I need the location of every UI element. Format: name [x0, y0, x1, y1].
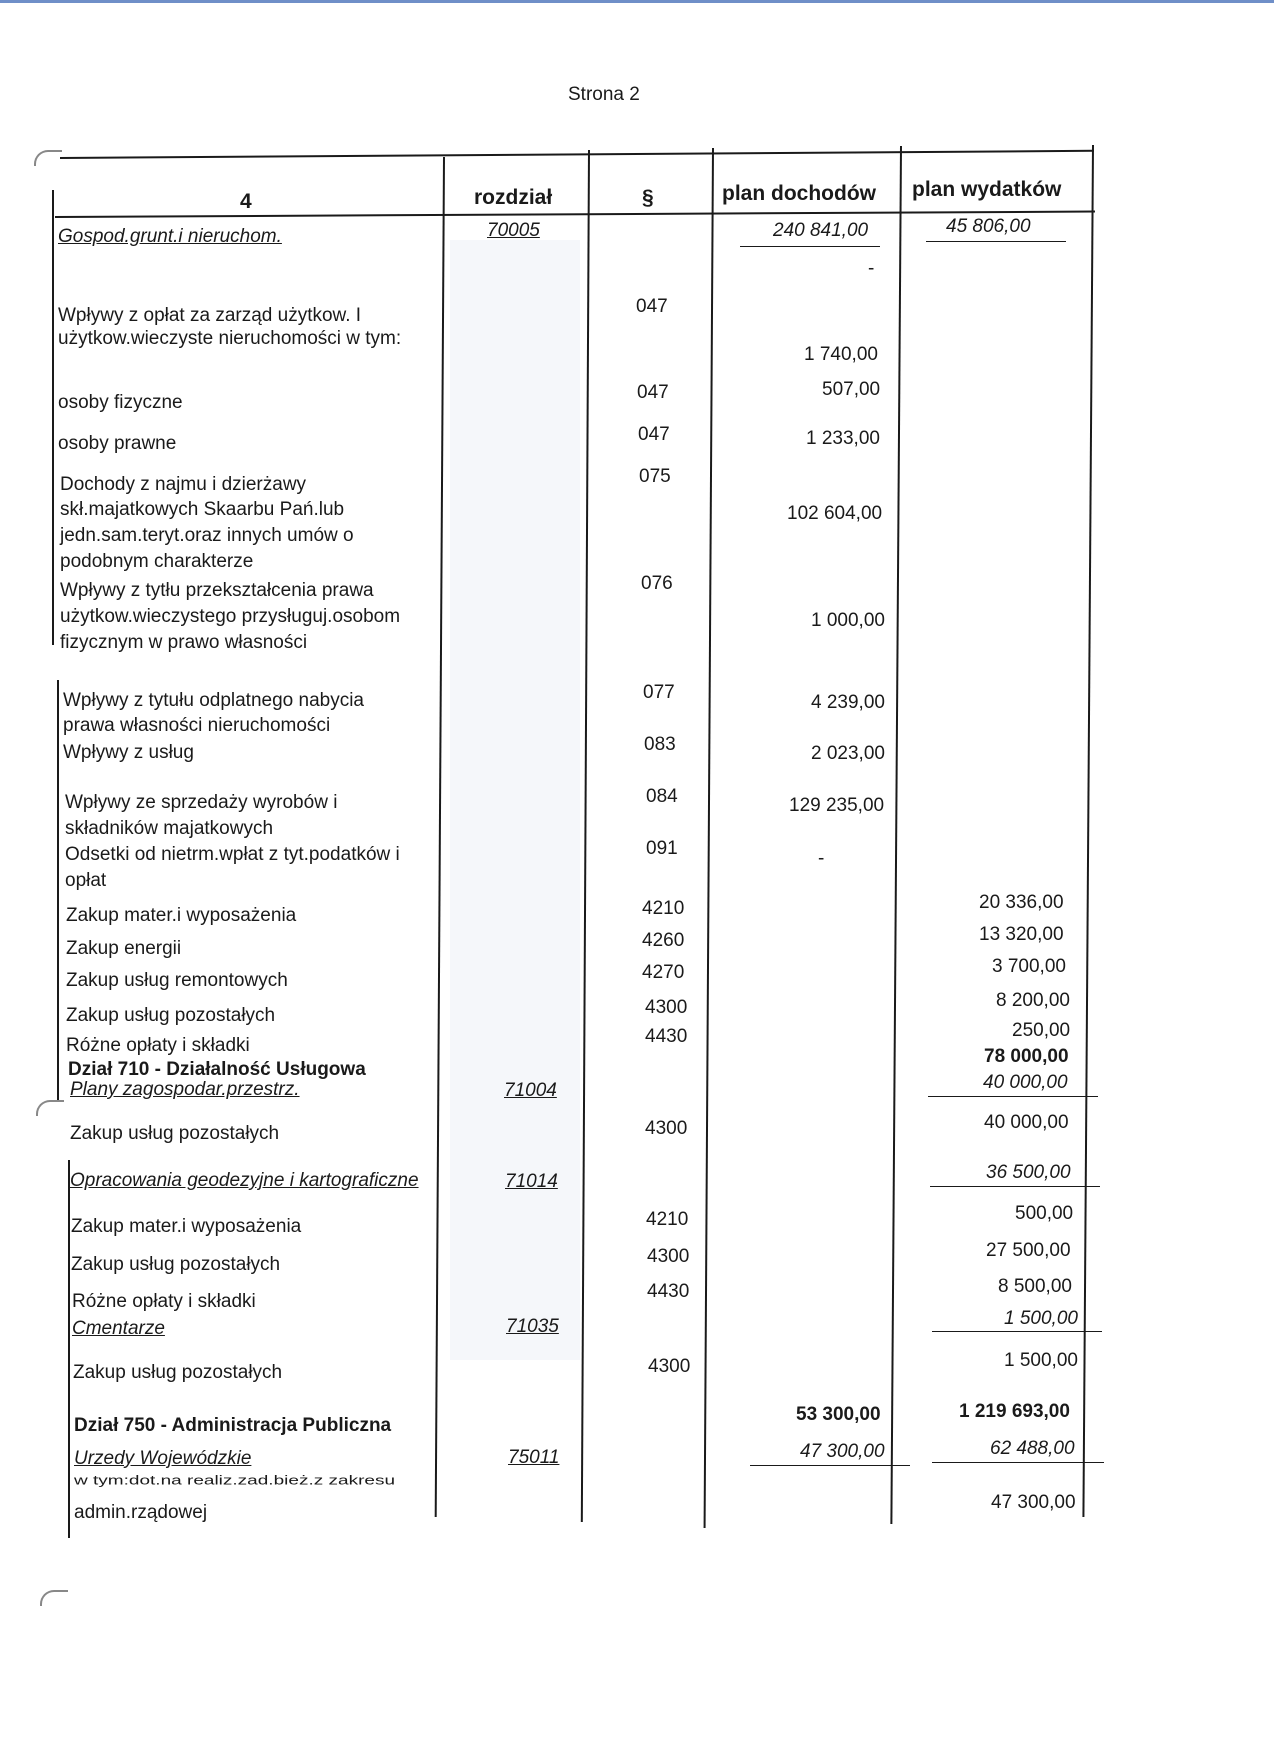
paragraph-code: 091 [646, 838, 678, 859]
page-title: Strona 2 [568, 84, 640, 105]
paragraph-code: 4260 [642, 930, 685, 951]
underline [750, 1465, 910, 1466]
expense-value: 1 500,00 [1004, 1308, 1078, 1329]
item-description: użytkow.wieczyste nieruchomości w tym: [58, 328, 402, 349]
item-description: Różne opłaty i składki [66, 1035, 250, 1056]
paragraph-code: 4430 [645, 1026, 688, 1047]
paragraph-code: 047 [637, 382, 669, 403]
header-col-5: plan wydatków [912, 178, 1062, 201]
item-description: Zakup usług remontowych [66, 970, 288, 991]
expense-value: 8 200,00 [996, 990, 1070, 1011]
paragraph-code: 4300 [648, 1356, 691, 1377]
header-col-2: rozdział [474, 186, 553, 209]
punch-mark [36, 1100, 64, 1116]
col-divider-4 [890, 146, 902, 1524]
section-name: Cmentarze [72, 1318, 165, 1339]
table-header-line [55, 211, 1095, 218]
expense-value: 8 500,00 [998, 1276, 1072, 1297]
income-value: 507,00 [822, 379, 881, 400]
expense-value: 36 500,00 [986, 1162, 1071, 1183]
paragraph-code: 077 [643, 682, 675, 703]
item-description: Zakup mater.i wyposażenia [66, 905, 297, 926]
item-description: Zakup usług pozostałych [71, 1254, 281, 1275]
item-description: Różne opłaty i składki [72, 1291, 256, 1312]
paragraph-code: 4430 [647, 1281, 690, 1302]
rozdzial-number: 70005 [487, 220, 540, 241]
col-divider-3 [704, 148, 714, 1528]
item-description: skł.majatkowych Skaarbu Pań.lub [60, 499, 345, 520]
table-left-border [57, 680, 59, 1100]
income-value: 1 233,00 [806, 428, 880, 449]
expense-value: 47 300,00 [991, 1492, 1076, 1513]
income-value: - [818, 848, 825, 869]
scan-edge [0, 0, 1274, 3]
item-description: prawa własności nieruchomości [63, 715, 331, 736]
stray-mark: - [868, 258, 875, 279]
expense-value: 13 320,00 [979, 924, 1064, 945]
underline [926, 241, 1066, 242]
expense-value: 40 000,00 [983, 1072, 1068, 1093]
col-divider-2 [581, 150, 590, 1522]
section-heading: Dział 710 - Działalność Usługowa [68, 1059, 366, 1080]
table-left-border [68, 1160, 70, 1538]
item-description: admin.rządowej [74, 1502, 208, 1523]
item-description: podobnym charakterze [60, 551, 254, 572]
income-total: 53 300,00 [796, 1404, 881, 1425]
income-value: 47 300,00 [800, 1441, 885, 1462]
paragraph-code: 4300 [645, 997, 688, 1018]
section-name: Urzedy Wojewódzkie [74, 1448, 252, 1469]
expense-value: 20 336,00 [979, 892, 1064, 913]
income-value: 2 023,00 [811, 743, 885, 764]
rozdzial-number: 71004 [504, 1080, 557, 1101]
income-value: 4 239,00 [811, 692, 885, 713]
expense-value: 40 000,00 [984, 1112, 1069, 1133]
paragraph-code: 076 [641, 573, 673, 594]
expense-value: 250,00 [1012, 1020, 1071, 1041]
item-description: Zakup mater.i wyposażenia [71, 1216, 302, 1237]
paragraph-code: 083 [644, 734, 676, 755]
paragraph-code: 4210 [646, 1209, 689, 1230]
expense-value: 27 500,00 [986, 1240, 1071, 1261]
paragraph-code: 4300 [647, 1246, 690, 1267]
expense-value: 3 700,00 [992, 956, 1066, 977]
section-name: Gospod.grunt.i nieruchom. [58, 226, 282, 247]
section-name: Opracowania geodezyjne i kartograficzne [70, 1170, 419, 1191]
income-value: 129 235,00 [789, 795, 885, 816]
expense-value: 500,00 [1015, 1203, 1074, 1224]
rozdzial-number: 71035 [506, 1316, 559, 1337]
item-description: opłat [65, 870, 107, 891]
expense-total: 78 000,00 [984, 1046, 1069, 1067]
section-name: Plany zagospodar.przestrz. [70, 1079, 300, 1100]
punch-mark [34, 150, 62, 166]
underline [930, 1186, 1100, 1187]
item-description: jedn.sam.teryt.oraz innych umów o [60, 525, 354, 546]
expense-total: 1 219 693,00 [959, 1401, 1070, 1422]
paragraph-code: 4300 [645, 1118, 688, 1139]
underline [928, 1096, 1098, 1097]
income-value: 102 604,00 [787, 503, 883, 524]
paragraph-code: 047 [638, 424, 670, 445]
income-value: 1 000,00 [811, 610, 885, 631]
table-right-border [1082, 145, 1094, 1517]
item-description: Odsetki od nietrm.wpłat z tyt.podatków i [65, 844, 400, 865]
underline [740, 246, 880, 247]
paragraph-code: 075 [639, 466, 671, 487]
income-value: 1 740,00 [804, 344, 878, 365]
header-col-1: 4 [240, 190, 252, 213]
rozdzial-number: 71014 [505, 1171, 558, 1192]
item-description: Wpływy z tytłu przekształcenia prawa [60, 580, 374, 601]
underline [932, 1331, 1102, 1332]
item-description: Dochody z najmu i dzierżawy [60, 474, 307, 495]
item-description: Zakup usług pozostałych [66, 1005, 276, 1026]
item-description: w tym:dot.na realiz.zad.bież.z zakresu [74, 1473, 396, 1489]
header-col-4: plan dochodów [722, 182, 876, 205]
paragraph-code: 4210 [642, 898, 685, 919]
item-description: Zakup energii [66, 938, 182, 959]
item-description: Wpływy z opłat za zarząd użytkow. I [58, 305, 362, 326]
item-description: osoby prawne [58, 433, 177, 454]
col-divider-1 [435, 157, 445, 1517]
section-heading: Dział 750 - Administracja Publiczna [74, 1415, 392, 1436]
item-description: osoby fizyczne [58, 392, 183, 413]
item-description: fizycznym w prawo własności [60, 632, 308, 653]
item-description: Wpływy z tytułu odplatnego nabycia [63, 690, 364, 711]
expense-value: 1 500,00 [1004, 1350, 1078, 1371]
item-description: Zakup usług pozostałych [70, 1123, 280, 1144]
paragraph-code: 047 [636, 296, 668, 317]
item-description: składników majatkowych [65, 818, 274, 839]
table-left-border [52, 190, 54, 645]
underline [932, 1462, 1104, 1463]
item-description: Wpływy ze sprzedaży wyrobów i [65, 792, 338, 813]
item-description: użytkow.wieczystego przysługuj.osobom [60, 606, 401, 627]
header-col-3: § [642, 186, 654, 209]
punch-mark [40, 1590, 68, 1606]
paragraph-code: 084 [646, 786, 678, 807]
expense-value: 62 488,00 [990, 1438, 1075, 1459]
item-description: Zakup usług pozostałych [73, 1362, 283, 1383]
rozdzial-number: 75011 [508, 1447, 560, 1468]
income-value: 240 841,00 [773, 220, 869, 241]
expense-value: 45 806,00 [946, 216, 1031, 237]
paragraph-code: 4270 [642, 962, 685, 983]
table-top-line [60, 150, 1094, 159]
item-description: Wpływy z usług [63, 742, 194, 763]
